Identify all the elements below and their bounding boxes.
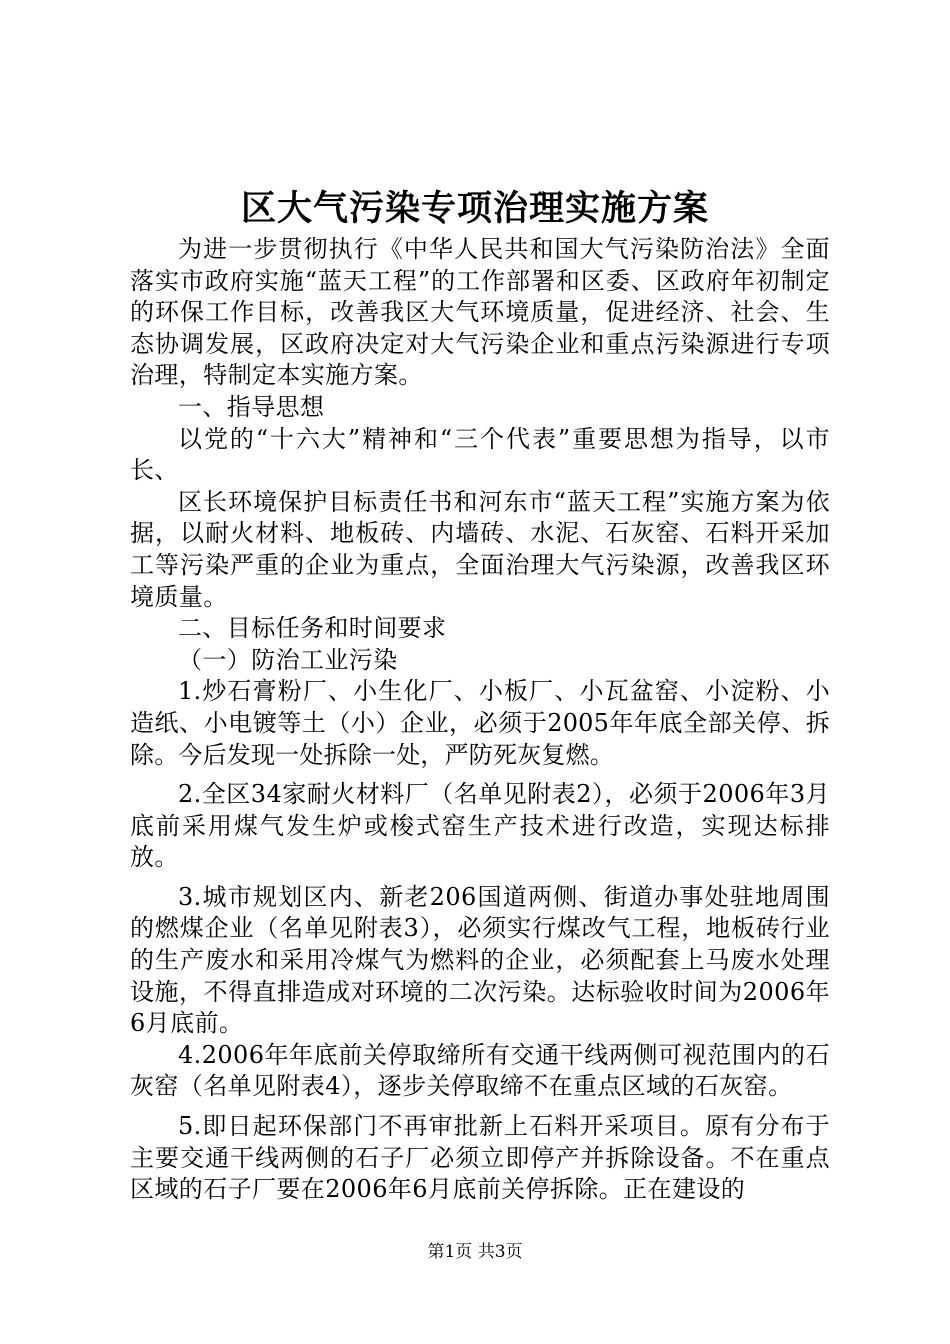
task-item-3: 3.城市规划区内、新老206国道两侧、街道办事处驻地周围的燃煤企业（名单见附表3），必须实行煤改气工程，地板砖行业的生产废水和采用冷煤气为燃料的企业，必须配套上马废水处理设施，不得直排造成对环境的二次污染。达标验收时间为2006年6月底前。 xyxy=(130,882,830,1038)
task-item-5: 5.即日起环保部门不再审批新上石料开采项目。原有分布于主要交通干线两侧的石子厂必须立即停产并拆除设备。不在重点区域的石子厂要在2006年6月底前关停拆除。正在建设的 xyxy=(130,1112,830,1204)
guiding-thought-paragraph-2: 区长环境保护目标责任书和河东市“蓝天工程”实施方案为依据，以耐火材料、地板砖、内墙砖、水泥、石灰窑、石料开采加工等污染严重的企业为重点，全面治理大气污染源，改善我区环境质量。 xyxy=(130,487,830,611)
document-title: 区大气污染专项治理实施方案 xyxy=(240,189,709,229)
document-body xyxy=(130,234,830,1206)
task-item-4: 4.2006年年底前关停取缔所有交通干线两侧可视范围内的石灰窑（名单见附表4），逐步关停取缔不在重点区域的石灰窑。 xyxy=(130,1040,830,1101)
section-heading-guiding-thought: 一、指导思想 xyxy=(178,392,325,421)
intro-paragraph: 为进一步贯彻执行《中华人民共和国大气污染防治法》全面落实市政府实施“蓝天工程”的工作部署和区委、区政府年初制定的环保工作目标，改善我区大气环境质量，促进经济、社会、生态协调发展，区政府决定对大气污染企业和重点污染源进行专项治理，特制定本实施方案。 xyxy=(130,235,830,390)
guiding-thought-paragraph-1: 以党的“十六大”精神和“三个代表”重要思想为指导，以市长、 xyxy=(130,424,830,485)
section-heading-targets: 二、目标任务和时间要求 xyxy=(178,614,447,643)
task-item-2: 2.全区34家耐火材料厂（名单见附表2），必须于2006年3月底前采用煤气发生炉或梭式窑生产技术进行改造，实现达标排放。 xyxy=(130,780,830,872)
page-footer: 第1页 共3页 xyxy=(427,1242,523,1262)
subsection-heading-industrial-pollution: （一）防治工业污染 xyxy=(178,645,398,674)
task-item-1: 1.炒石膏粉厂、小生化厂、小板厂、小瓦盆窑、小淀粉、小造纸、小电镀等土（小）企业，必须于2005年年底全部关停、拆除。今后发现一处拆除一处，严防死灰复燃。 xyxy=(130,677,830,769)
